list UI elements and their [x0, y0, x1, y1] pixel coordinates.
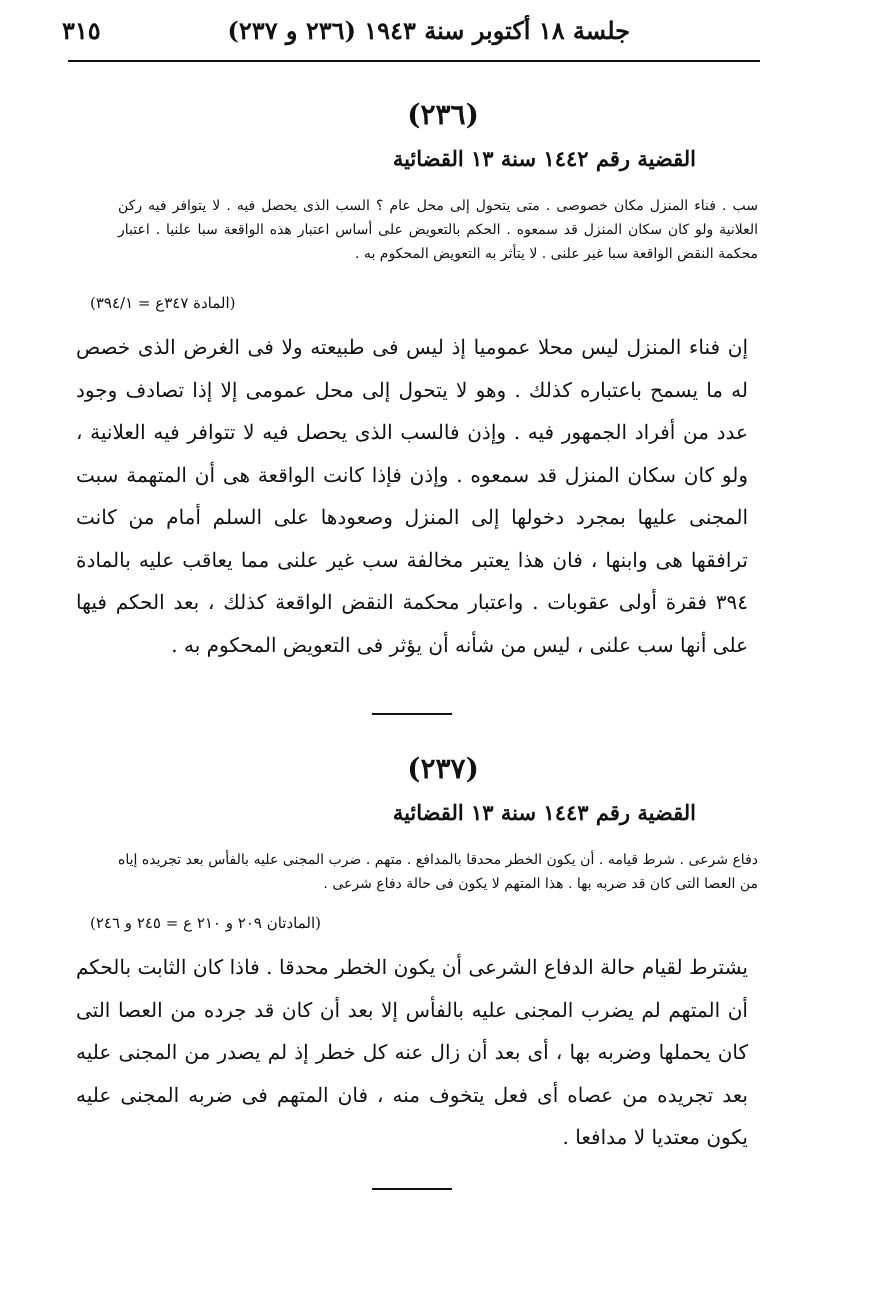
case-body: يشترط لقيام حالة الدفاع الشرعى أن يكون الخطر محدقا . فاذا كان الثابت بالحكم أن المتهم لم يضرب المجنى عليه بالفأس إلا بعد أن كان قد جرده من العصا التى كان يحملها وضربه بها ، أى بعد أن زال عنه كل خطر إذ لم يصدر من المجنى عليه بعد تجريده من عصاه أى فعل يتخوف منه ، فان المتهم فى ضربه المجنى عليه يكون معتديا لا مدافعا .	[76, 955, 748, 1149]
header-title: جلسة ١٨ أكتوبر سنة ١٩٤٣ (٢٣٦ و ٢٣٧)	[227, 16, 630, 45]
case-summary: سب . فناء المنزل مكان خصوصى . متى يتحول إلى محل عام ؟ السب الذى يحصل فيه . لا يتوافر فيه ركن العلانية ولو كان سكان المنزل قد سمعوه . الحكم بالتعويض على أساس اعتبار هذه الواقعة سبا علنيا . اعتبار محكمة النقض الواقعة سبا غير علنى . لا يتأثر به التعويض المحكوم به .	[118, 198, 758, 262]
case-number: (٢٣٦)	[407, 98, 479, 131]
case-title: القضية رقم ١٤٤٣ سنة ١٣ القضائية	[392, 800, 696, 825]
statute-citation: (المادتان ٢٠٩ و ٢١٠ ع = ٢٤٥ و ٢٤٦)	[90, 914, 321, 932]
case-body: إن فناء المنزل ليس محلا عموميا إذ ليس فى طبيعته ولا فى الغرض الذى خصص له ما يسمح باعتباره كذلك . وهو لا يتحول إلى محل عمومى إلا إذا تصادف وجود عدد من أفراد الجمهور فيه . وإذن فالسب الذى يحصل فيه لا تتوافر فيه العلانية ، ولو كان سكان المنزل قد سمعوه . وإذن فإذا كانت الواقعة هى أن المتهمة سبت المجنى عليها بمجرد دخولها إلى المنزل وصعودها على السلم أمام من كانت ترافقها هى وابنها ، فان هذا يعتبر مخالفة سب غير علنى مما يعاقب عليه بالمادة ٣٩٤ فقرة أولى عقوبات . واعتبار محكمة النقض الواقعة كذلك ، بعد الحكم فيها على أنها سب علنى ، ليس من شأنه أن يؤثر فى التعويض المحكوم به .	[76, 335, 748, 657]
section-separator	[372, 1188, 452, 1190]
statute-citation: (المادة ٣٤٧ع = ٣٩٤/١)	[90, 294, 236, 312]
section-separator	[372, 713, 452, 715]
header-rule	[68, 60, 760, 62]
case-number: (٢٣٧)	[407, 752, 479, 785]
running-header	[62, 14, 760, 54]
page-number: ٣١٥	[62, 16, 101, 45]
case-summary: دفاع شرعى . شرط قيامه . أن يكون الخطر محدقا بالمدافع . متهم . ضرب المجنى عليه بالفأس بعد تجريده إياه من العصا التى كان قد ضربه بها . هذا المتهم لا يكون فى حالة دفاع شرعى .	[118, 852, 758, 892]
case-title: القضية رقم ١٤٤٢ سنة ١٣ القضائية	[392, 146, 696, 171]
